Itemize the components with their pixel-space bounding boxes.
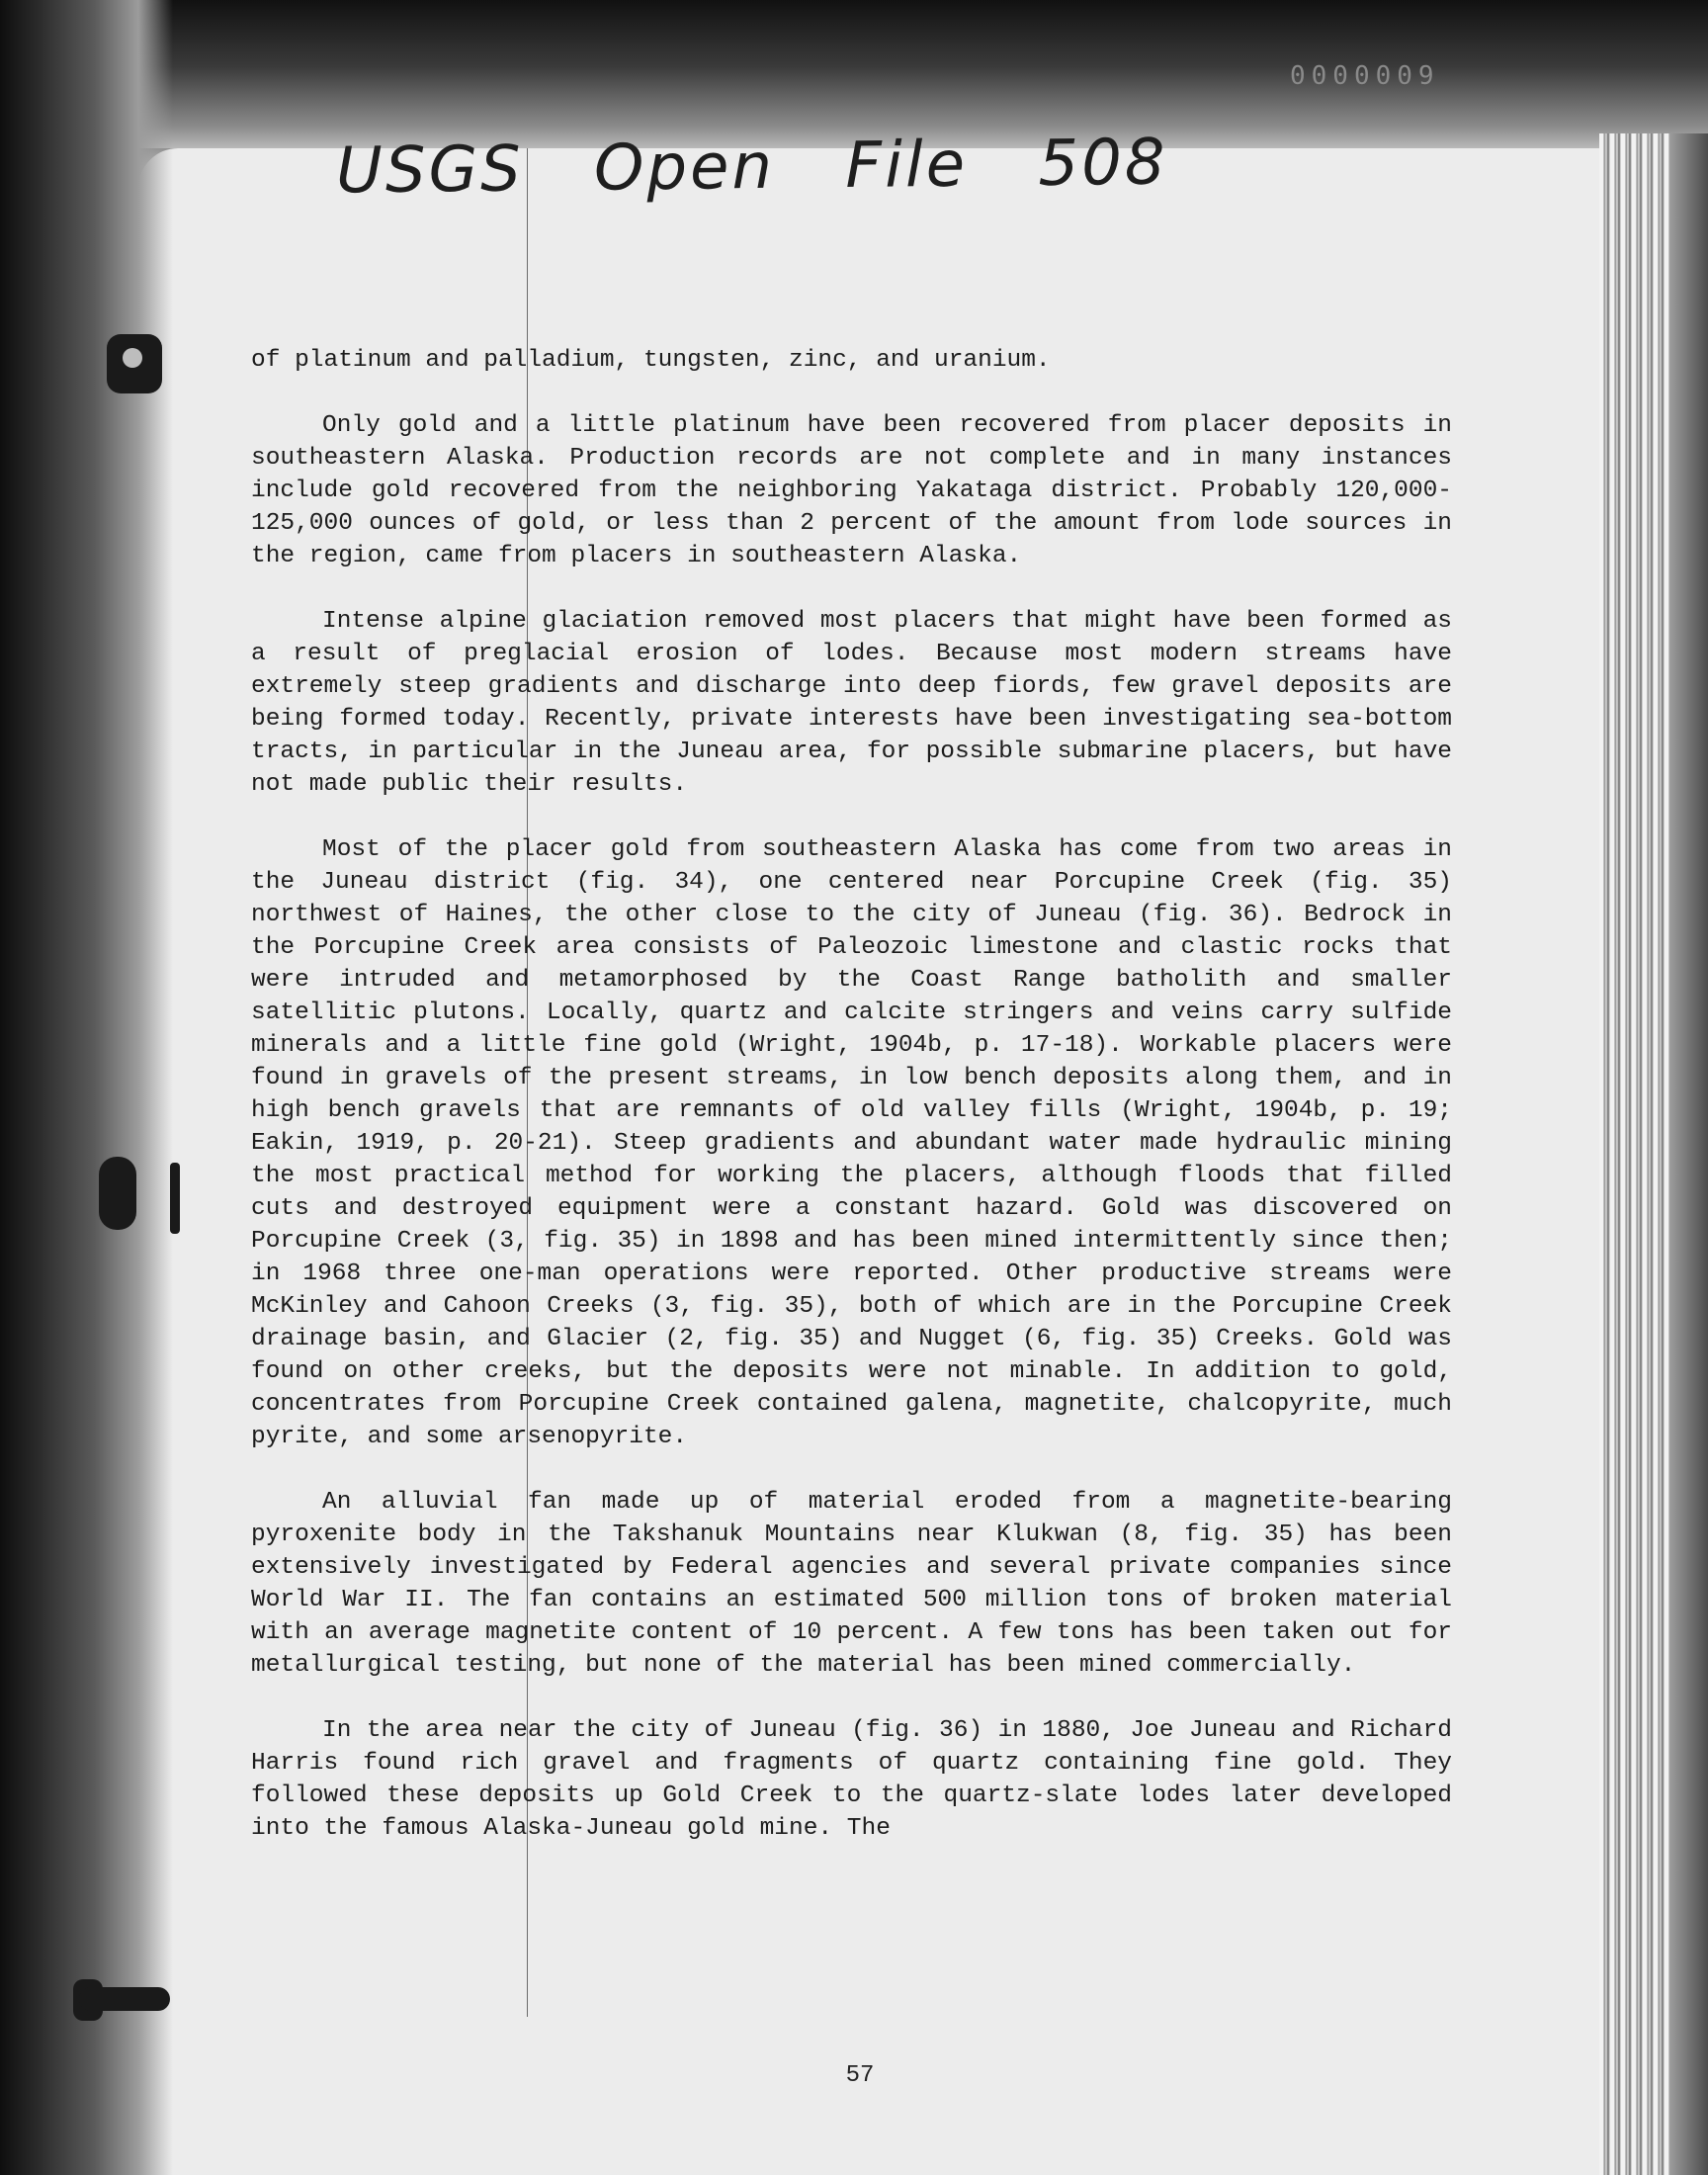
binder-edge-shadow [1670, 133, 1708, 2175]
binder-clip-middle [170, 1163, 180, 1234]
binding-shadow [0, 0, 173, 2175]
paragraph: Only gold and a little platinum have been recovered from placer deposits in southeastern Alaska. Production records are not complete and in many instances include gold recovered from the neighboring Yakataga district. Probably 120,000-125,000 ounces of gold, or less than 2 percent of the amount from lode sources in the region, came from placers in southeastern Alaska. [251, 412, 1452, 569]
paragraph: In the area near the city of Juneau (fig. 36) in 1880, Joe Juneau and Richard Harris found rich gravel and fragments of quartz containing fine gold. They followed these deposits up Gold Creek to the quartz-slate lodes later developed into the famous Alaska-Juneau gold mine. The [251, 1717, 1452, 1842]
handwritten-title: USGS Open File 508 [335, 126, 1168, 209]
page-number: 57 [845, 2062, 875, 2089]
scan-top-shadow [0, 0, 1708, 148]
binder-ring-top [107, 334, 162, 393]
binder-clip-bottom [79, 1987, 170, 2011]
document-body [251, 344, 1452, 1877]
binder-ring-middle [99, 1157, 136, 1230]
paragraph: Intense alpine glaciation removed most placers that might have been formed as a result of preglacial erosion of lodes. Because most modern streams have extremely steep gradients and discharge into deep fiords, few gravel deposits are being formed today. Recently, private interests have been investigating sea-bottom tracts, in particular in the Juneau area, for possible submarine placers, but have not made public their results. [251, 608, 1452, 798]
paragraph: of platinum and palladium, tungsten, zinc, and uranium. [251, 347, 1051, 374]
punch-hole [123, 348, 142, 368]
paragraph: An alluvial fan made up of material eroded from a magnetite-bearing pyroxenite body in the Takshanuk Mountains near Klukwan (8, fig. 35) has been extensively investigated by Federal agencies and several private companies since World War II. The fan contains an estimated 500 million tons of broken material with an average magnetite content of 10 percent. A few tons has been taken out for metallurgical testing, but none of the material has been mined commercially. [251, 1489, 1452, 1679]
paragraph: Most of the placer gold from southeastern Alaska has come from two areas in the Juneau district (fig. 34), one centered near Porcupine Creek (fig. 35) northwest of Haines, the other close to the city of Juneau (fig. 36). Bedrock in the Porcupine Creek area consists of Paleozoic limestone and clastic rocks that were intruded and metamorphosed by the Coast Range batholith and smaller satellitic plutons. Locally, quartz and calcite stringers and veins carry sulfide minerals and a little fine gold (Wright, 1904b, p. 17-18). Workable placers were found in gravels of the present streams, in low bench deposits along them, and in high bench gravels that are remnants of old valley fills (Wright, 1904b, p. 19; Eakin, 1919, p. 20-21). Steep gradients and abundant water made hydraulic mining the most practical method for working the placers, although floods that filled cuts and destroyed equipment were a constant hazard. Gold was discovered on Porcupine Creek (3, fig. 35) in 1898 and has been mined intermittently since then; in 1968 three one-man operations were reported. Other productive streams were McKinley and Cahoon Creeks (3, fig. 35), both of which are in the Porcupine Creek drainage basin, and Glacier (2, fig. 35) and Nugget (6, fig. 35) Creeks. Gold was found on other creeks, but the deposits were not minable. In addition to gold, concentrates from Porcupine Creek contained galena, magnetite, chalcopyrite, much pyrite, and some arsenopyrite. [251, 836, 1452, 1450]
file-id-stamp: 0000009 [1290, 61, 1440, 91]
